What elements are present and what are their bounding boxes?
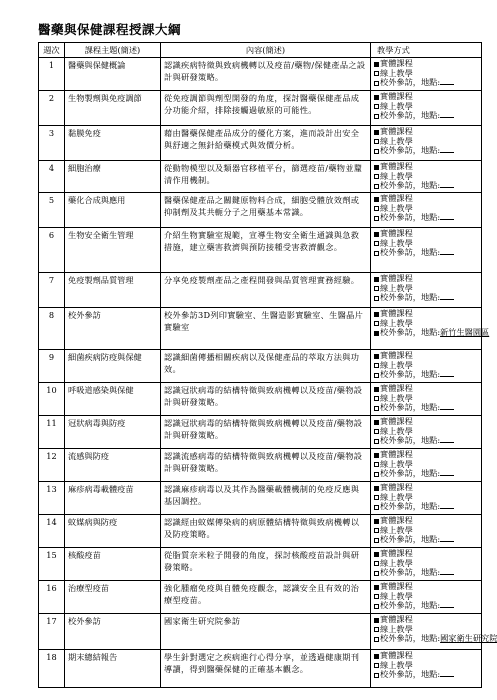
week-cell: 3: [39, 126, 65, 161]
week-cell: 13: [39, 482, 65, 515]
table-row: [39, 193, 482, 228]
checkbox-icon[interactable]: [374, 296, 379, 301]
topic-cell: 生物安全衛生管理: [65, 228, 161, 273]
method-label: 實體課程: [380, 449, 413, 459]
method-label: 校外參訪，地點:: [380, 567, 441, 577]
location-value: [440, 574, 454, 575]
table-row: [39, 91, 482, 126]
method-cell: [371, 614, 497, 650]
method-cell: [371, 308, 490, 350]
method-label: 校外參訪，地點:: [380, 600, 441, 610]
method-label: 線上教學: [380, 237, 413, 248]
checkbox-icon[interactable]: [374, 321, 379, 326]
method-label: 實體課程: [380, 383, 413, 393]
week-cell: 5: [39, 193, 65, 228]
week-cell: 15: [39, 548, 65, 581]
method-label: 校外參訪，地點:: [380, 402, 441, 412]
content-cell: 從免疫調節與劑型開發的角度，探討醫藥保健產品成分功能介紹，排除接觸過敏原的可能性。: [161, 91, 371, 126]
method-offsite: [374, 293, 478, 303]
checkbox-icon[interactable]: [374, 472, 379, 477]
method-offsite: [374, 213, 478, 223]
topic-cell: 冠狀病毒與防疫: [65, 416, 161, 449]
week-cell: 7: [39, 273, 65, 308]
method-cell: [371, 126, 482, 161]
content-cell: 強化腫瘤免疫與自體免疫觀念，認識安全且有效的治療型疫苗。: [161, 581, 371, 614]
method-cell: [371, 91, 482, 126]
topic-cell: 蚊媒病與防疫: [65, 515, 161, 548]
method-offsite: [374, 327, 490, 338]
topic-cell: 醫藥與保健概論: [65, 58, 161, 91]
content-cell: 學生針對選定之疾病進行心得分享，並透過健康期刊導讀，得到醫藥保健的正確基本觀念。: [161, 650, 371, 688]
method-cell: [371, 193, 482, 228]
header-content: 內容(簡述): [161, 43, 371, 58]
method-label: 實體課程: [380, 161, 413, 171]
checkbox-icon[interactable]: [374, 149, 379, 154]
method-label: 校外參訪，地點:: [380, 327, 441, 337]
checkbox-icon[interactable]: [374, 130, 379, 135]
checkbox-icon[interactable]: [374, 618, 379, 623]
location-value: [440, 442, 454, 443]
topic-cell: 免疫製劑品質管理: [65, 273, 161, 308]
method-label: 線上教學: [380, 100, 413, 111]
method-label: 校外參訪，地點:: [380, 435, 441, 445]
checkbox-icon[interactable]: [374, 429, 379, 434]
week-cell: 4: [39, 161, 65, 193]
checkbox-icon[interactable]: [374, 95, 379, 100]
checkbox-icon[interactable]: [374, 637, 379, 642]
week-cell: 2: [39, 91, 65, 126]
method-label: 校外參訪，地點:: [380, 180, 441, 190]
week-cell: 16: [39, 581, 65, 614]
method-offsite: [374, 436, 478, 446]
table-row: [39, 228, 482, 273]
location-value: [440, 84, 454, 85]
method-label: 實體課程: [380, 126, 413, 136]
checkbox-icon[interactable]: [374, 184, 379, 189]
location-value: [440, 508, 454, 509]
method-label: 線上教學: [380, 425, 413, 436]
content-cell: 認識流感病毒的結構特徵與致病機轉以及疫苗/藥物設計與研發策略。: [161, 449, 371, 482]
checkbox-icon[interactable]: [374, 552, 379, 557]
checkbox-icon[interactable]: [374, 165, 379, 170]
location-value: [440, 607, 454, 608]
method-label: 實體課程: [380, 193, 413, 203]
syllabus-table: [38, 42, 497, 688]
method-label: 線上教學: [380, 135, 413, 146]
checkbox-icon[interactable]: [374, 277, 379, 282]
checkbox-icon[interactable]: [374, 528, 379, 533]
method-label: 實體課程: [380, 350, 413, 360]
table-row: [39, 614, 482, 650]
location-value: [440, 219, 454, 220]
method-offsite: [374, 181, 478, 191]
method-offsite: [374, 403, 478, 413]
topic-cell: 細胞治療: [65, 161, 161, 193]
location-value: [440, 376, 454, 377]
checkbox-icon[interactable]: [374, 114, 379, 119]
location-value: [440, 299, 454, 300]
location-value: [440, 152, 454, 153]
method-label: 線上教學: [380, 392, 413, 403]
checkbox-icon[interactable]: [374, 594, 379, 599]
method-offsite: [374, 633, 497, 644]
topic-cell: 黏膜免疫: [65, 126, 161, 161]
method-label: 校外參訪，地點:: [380, 110, 441, 120]
method-label: 實體課程: [380, 416, 413, 426]
week-cell: 8: [39, 308, 65, 350]
table-row: [39, 383, 482, 416]
checkbox-icon[interactable]: [374, 406, 379, 411]
content-cell: 認識細菌傳播相關疾病以及保健產品的萃取方法與功效。: [161, 350, 371, 383]
location-value: [440, 117, 454, 118]
topic-cell: 麻疹病毒載體疫苗: [65, 482, 161, 515]
method-label: 線上教學: [380, 557, 413, 568]
week-cell: 10: [39, 383, 65, 416]
method-offsite: [374, 111, 478, 121]
method-offsite: [374, 370, 478, 380]
week-cell: 9: [39, 350, 65, 383]
checkbox-icon[interactable]: [374, 453, 379, 458]
method-offsite: [374, 601, 478, 611]
checkbox-icon[interactable]: [374, 519, 379, 524]
method-label: 校外參訪，地點:: [380, 247, 441, 257]
table-row: [39, 416, 482, 449]
method-label: 校外參訪，地點:: [380, 534, 441, 544]
content-cell: 認識冠狀病毒的結構特徵與致病機轉以及疫苗/藥物設計與研發策略。: [161, 416, 371, 449]
method-offsite: [374, 568, 478, 578]
method-cell: [371, 548, 482, 581]
table-row: [39, 449, 482, 482]
method-label: 實體課程: [380, 515, 413, 525]
method-label: 實體課程: [380, 482, 413, 492]
method-label: 實體課程: [380, 308, 413, 318]
checkbox-icon[interactable]: [374, 663, 379, 668]
method-offsite: [374, 146, 478, 156]
document-title: 醫藥與保健課程授課大綱: [38, 22, 182, 37]
method-label: 校外參訪，地點:: [380, 669, 441, 679]
checkbox-icon[interactable]: [374, 571, 379, 576]
checkbox-icon[interactable]: [374, 486, 379, 491]
content-cell: 藉由醫藥保健產品成分的優化方案，進而設計出安全與舒適之無針給藥模式與效價分析。: [161, 126, 371, 161]
method-label: 實體課程: [380, 548, 413, 558]
content-cell: 從動物模型以及類器官移植平台，篩選疫苗/藥物並釐清作用機制。: [161, 161, 371, 193]
table-row: [39, 126, 482, 161]
method-offsite: [374, 469, 478, 479]
topic-cell: 治療型疫苗: [65, 581, 161, 614]
method-cell: [371, 416, 482, 449]
content-cell: 介紹生物實驗室規範，宣導生物安全衛生通識與急救措施，建立藥害救濟與預防接種受害救濟觀念。: [161, 228, 371, 273]
method-cell: [371, 482, 482, 515]
checkbox-icon[interactable]: [374, 396, 379, 401]
method-label: 線上教學: [380, 67, 413, 78]
checkbox-icon[interactable]: [374, 251, 379, 256]
checkbox-icon[interactable]: [374, 331, 379, 336]
checkbox-icon[interactable]: [374, 420, 379, 425]
topic-cell: 生物製劑與免疫調節: [65, 91, 161, 126]
checkbox-icon[interactable]: [374, 241, 379, 246]
method-label: 線上教學: [380, 590, 413, 601]
checkbox-icon[interactable]: [374, 561, 379, 566]
topic-cell: 藥化合成與應用: [65, 193, 161, 228]
week-cell: 17: [39, 614, 65, 650]
method-label: 線上教學: [380, 623, 413, 634]
method-cell: [371, 161, 482, 193]
location-value: 國家衛生研究院: [440, 633, 497, 643]
method-offsite: [374, 248, 478, 258]
checkbox-icon[interactable]: [374, 232, 379, 237]
content-cell: 從脂質奈米粒子開發的角度，探討核酸疫苗設計與研發策略。: [161, 548, 371, 581]
method-cell: [371, 515, 482, 548]
content-cell: 校外參訪3D列印實驗室、生醫造影實驗室、生醫晶片實驗室: [161, 308, 371, 350]
method-label: 校外參訪，地點:: [380, 501, 441, 511]
syllabus-body: [39, 58, 497, 688]
method-label: 線上教學: [380, 524, 413, 535]
checkbox-icon[interactable]: [374, 216, 379, 221]
checkbox-icon[interactable]: [374, 363, 379, 368]
checkbox-icon[interactable]: [374, 439, 379, 444]
method-label: 實體課程: [380, 91, 413, 101]
content-cell: 認識疾病特徵與致病機轉以及疫苗/藥物/保健產品之設計與研發策略。: [161, 58, 371, 91]
location-value: [440, 541, 454, 542]
method-label: 線上教學: [380, 659, 413, 670]
checkbox-icon[interactable]: [374, 585, 379, 590]
checkbox-icon[interactable]: [374, 197, 379, 202]
checkbox-icon[interactable]: [374, 62, 379, 67]
topic-cell: 細菌疾病防疫與保健: [65, 350, 161, 383]
location-value: [440, 676, 454, 677]
method-offsite: [374, 535, 478, 545]
week-cell: 1: [39, 58, 65, 91]
method-label: 線上教學: [380, 317, 413, 328]
checkbox-icon[interactable]: [374, 538, 379, 543]
location-value: [440, 409, 454, 410]
method-label: 實體課程: [380, 650, 413, 660]
table-header-row: [39, 43, 482, 58]
method-label: 校外參訪，地點:: [380, 633, 441, 643]
content-cell: 認識經由蚊媒傳染病的病原體結構特徵與致病機轉以及防疫策略。: [161, 515, 371, 548]
method-cell: [371, 650, 482, 688]
method-label: 實體課程: [380, 228, 413, 238]
location-value: 新竹生醫園區: [440, 327, 490, 337]
header-topic: 課程主題(簡述): [65, 43, 161, 58]
checkbox-icon[interactable]: [374, 139, 379, 144]
method-cell: [371, 350, 482, 383]
checkbox-icon[interactable]: [374, 627, 379, 632]
topic-cell: 核酸疫苗: [65, 548, 161, 581]
method-label: 線上教學: [380, 359, 413, 370]
checkbox-icon[interactable]: [374, 462, 379, 467]
method-label: 線上教學: [380, 282, 413, 293]
content-cell: 國家衛生研究院參訪: [161, 614, 371, 650]
method-label: 校外參訪，地點:: [380, 77, 441, 87]
table-row: [39, 581, 482, 614]
checkbox-icon[interactable]: [374, 81, 379, 86]
method-label: 校外參訪，地點:: [380, 145, 441, 155]
header-method: 教學方式: [371, 43, 482, 58]
method-label: 線上教學: [380, 170, 413, 181]
checkbox-icon[interactable]: [374, 174, 379, 179]
method-label: 實體課程: [380, 273, 413, 283]
topic-cell: 流感與防疫: [65, 449, 161, 482]
method-label: 實體課程: [380, 58, 413, 68]
checkbox-icon[interactable]: [374, 604, 379, 609]
topic-cell: 期末總結報告: [65, 650, 161, 688]
header-week: 週次: [39, 43, 65, 58]
checkbox-icon[interactable]: [374, 312, 379, 317]
location-value: [440, 475, 454, 476]
method-label: 實體課程: [380, 581, 413, 591]
topic-cell: 校外參訪: [65, 308, 161, 350]
checkbox-icon[interactable]: [374, 673, 379, 678]
table-row: [39, 650, 482, 688]
method-label: 校外參訪，地點:: [380, 369, 441, 379]
method-label: 線上教學: [380, 458, 413, 469]
checkbox-icon[interactable]: [374, 206, 379, 211]
location-value: [440, 254, 454, 255]
location-value: [440, 187, 454, 188]
method-label: 線上教學: [380, 491, 413, 502]
topic-cell: 呼吸道感染與保健: [65, 383, 161, 416]
method-label: 校外參訪，地點:: [380, 468, 441, 478]
week-cell: 14: [39, 515, 65, 548]
method-offsite: [374, 502, 478, 512]
method-offsite: [374, 670, 478, 680]
table-row: [39, 350, 482, 383]
table-row: [39, 58, 482, 91]
method-cell: [371, 383, 482, 416]
method-offsite: [374, 78, 478, 88]
table-row: [39, 482, 482, 515]
table-row: [39, 515, 482, 548]
method-cell: [371, 581, 482, 614]
week-cell: 18: [39, 650, 65, 688]
checkbox-icon[interactable]: [374, 505, 379, 510]
checkbox-icon[interactable]: [374, 654, 379, 659]
week-cell: 12: [39, 449, 65, 482]
method-label: 校外參訪，地點:: [380, 212, 441, 222]
checkbox-icon[interactable]: [374, 104, 379, 109]
content-cell: 認識麻疹病毒以及其作為醫藥載體機制的免疫反應與基因調控。: [161, 482, 371, 515]
checkbox-icon[interactable]: [374, 286, 379, 291]
week-cell: 6: [39, 228, 65, 273]
table-row: [39, 308, 482, 350]
method-cell: [371, 58, 482, 91]
method-label: 實體課程: [380, 614, 413, 624]
content-cell: 分享免疫製劑產品之產程開發與品質管理實務經驗。: [161, 273, 371, 308]
method-cell: [371, 273, 482, 308]
content-cell: 認識冠狀病毒的結構特徵與致病機轉以及疫苗/藥物設計與研發策略。: [161, 383, 371, 416]
method-cell: [371, 449, 482, 482]
method-label: 校外參訪，地點:: [380, 292, 441, 302]
method-label: 線上教學: [380, 202, 413, 213]
checkbox-icon[interactable]: [374, 71, 379, 76]
checkbox-icon[interactable]: [374, 387, 379, 392]
table-row: [39, 548, 482, 581]
checkbox-icon[interactable]: [374, 495, 379, 500]
week-cell: 11: [39, 416, 65, 449]
table-row: [39, 273, 482, 308]
method-cell: [371, 228, 482, 273]
checkbox-icon[interactable]: [374, 354, 379, 359]
table-row: [39, 161, 482, 193]
content-cell: 醫藥保健產品之關鍵原物料合成，細胞受體放效劑或抑制劑及其共軛分子之用藥基本常識。: [161, 193, 371, 228]
topic-cell: 校外參訪: [65, 614, 161, 650]
checkbox-icon[interactable]: [374, 373, 379, 378]
